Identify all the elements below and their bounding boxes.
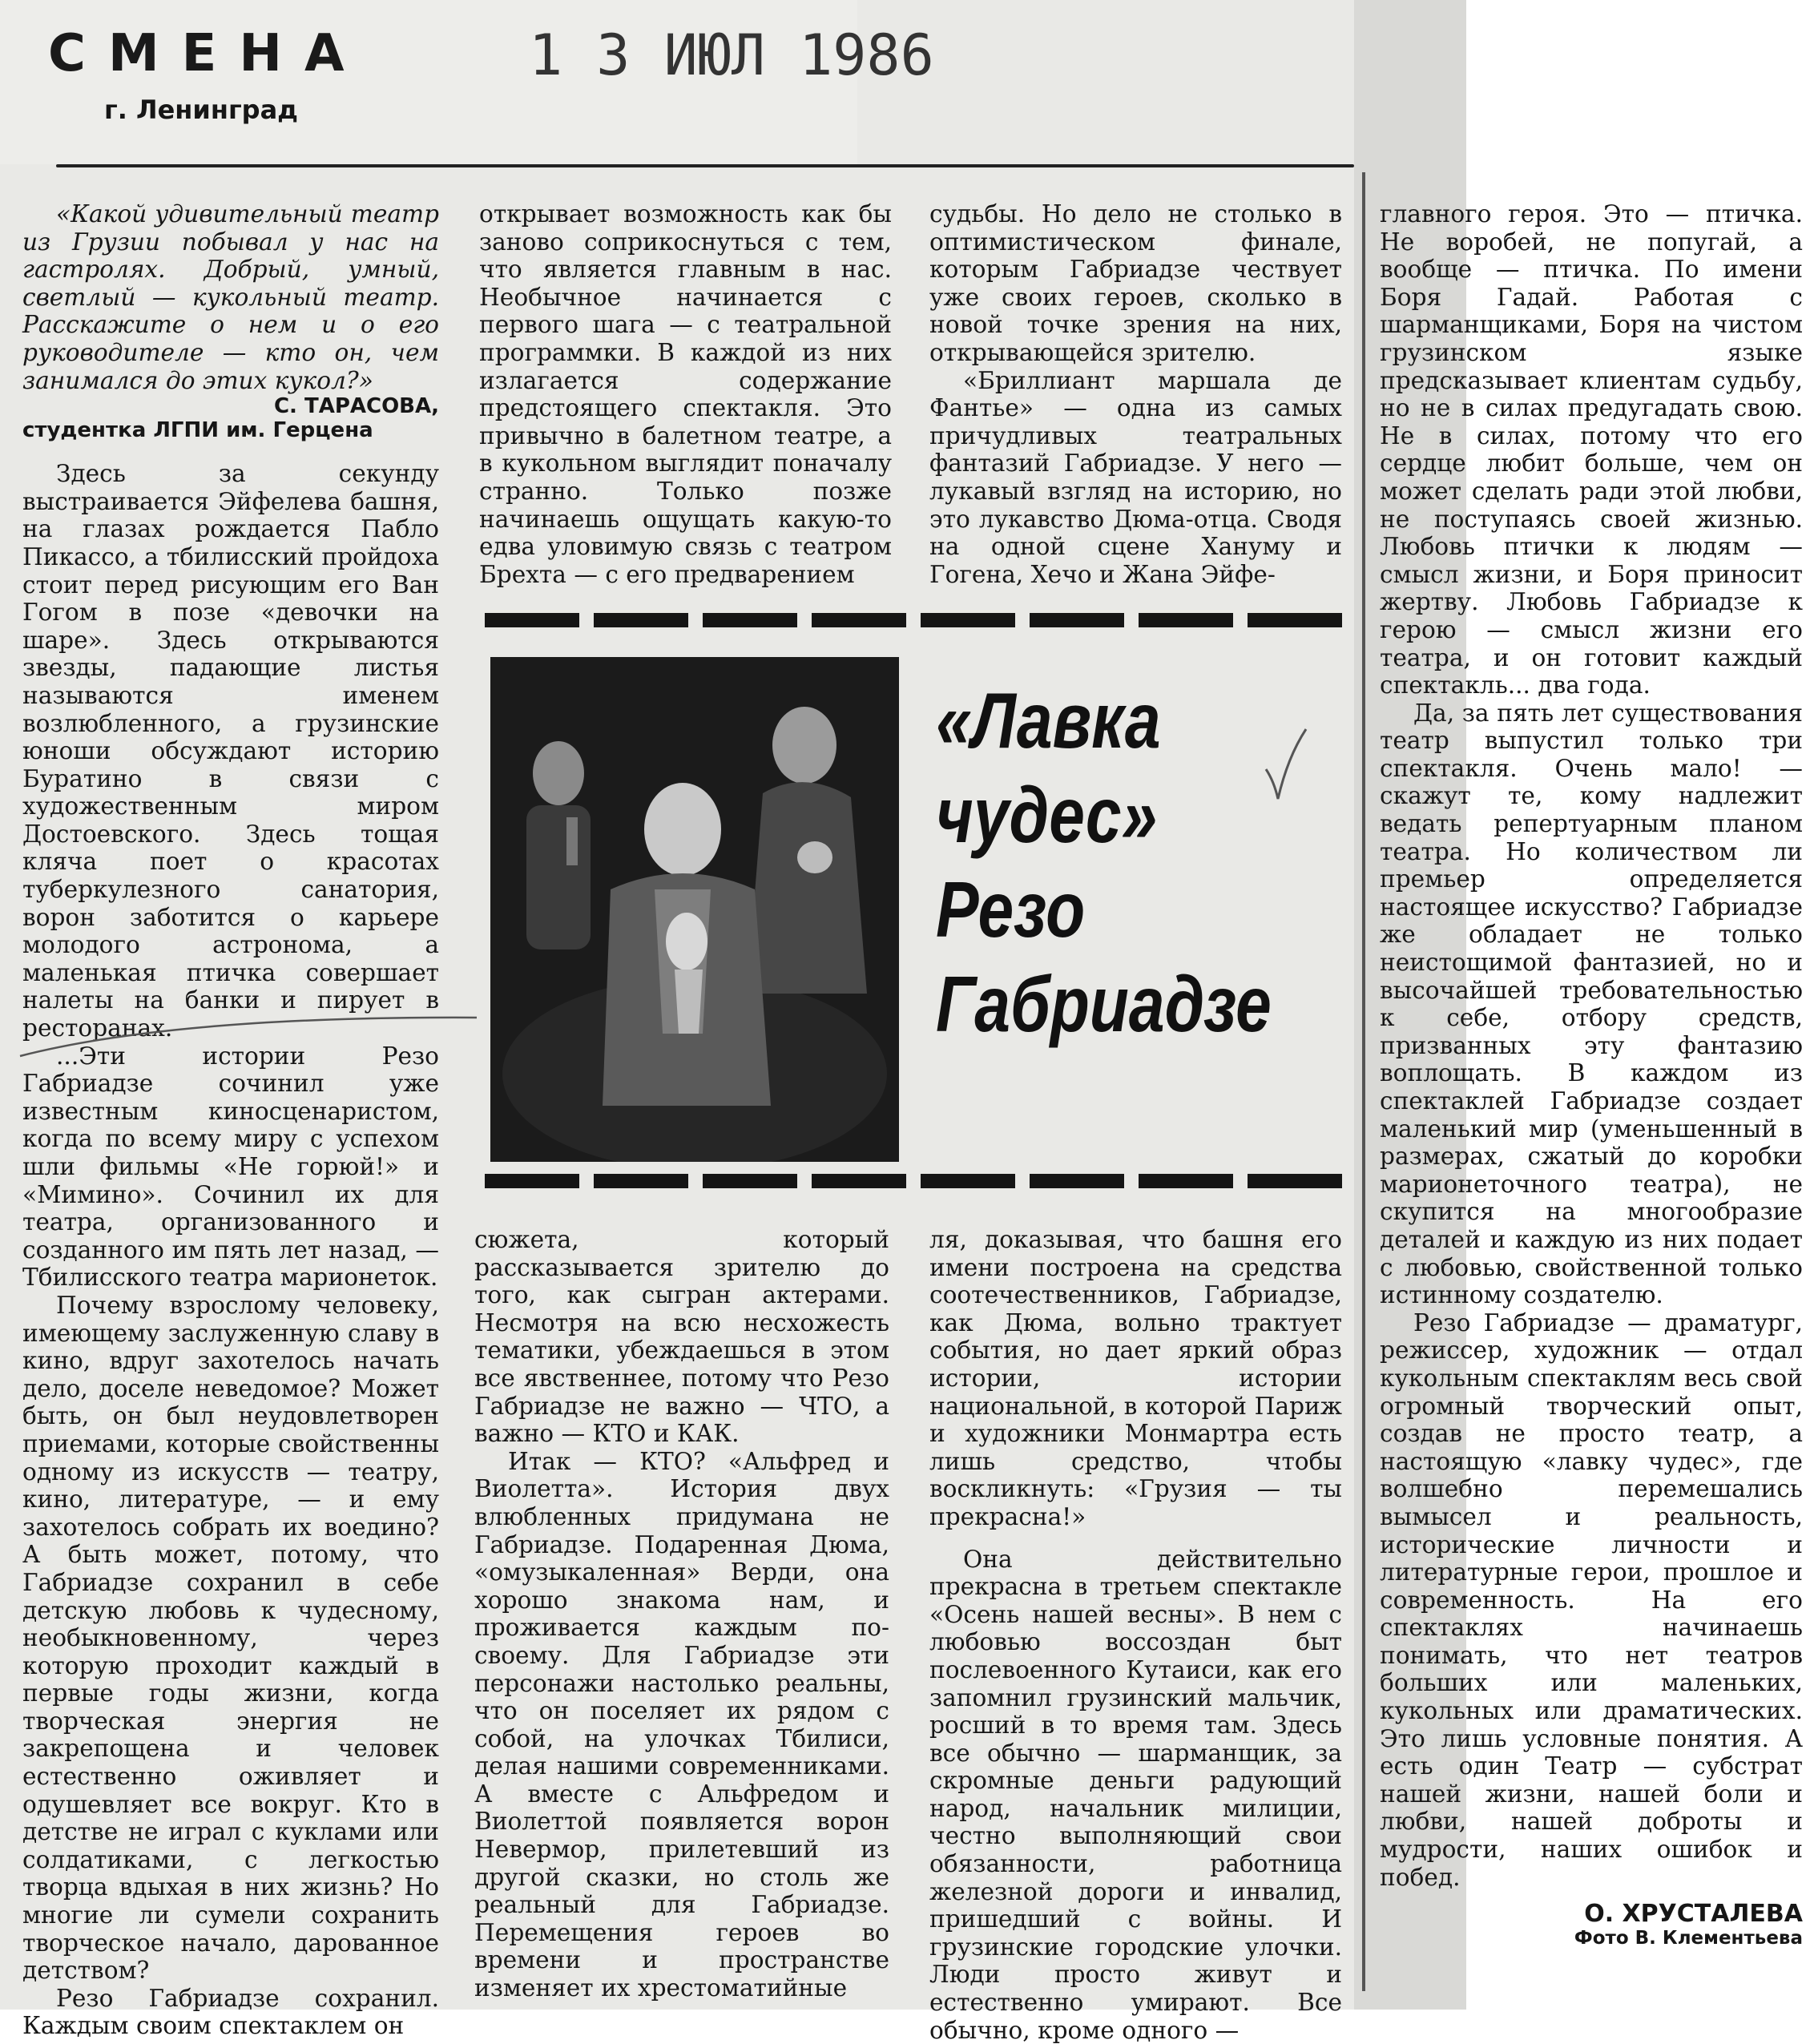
paragraph: Она действительно прекрасна в третьем спектакле «Осень нашей весны». В нем с любовью воссоздан быт послевоенного Кутаиси, как его запомнил грузинский мальчик, росший в то время там. Здесь все обычно — шарманщик, за скромные деньги радующий народ, начальник милиции, честно выполняющий свои обязанности, работница железной дороги и инвалид, пришедший с войны. И грузинские городские улочки. Люди просто живут и естественно умирают. Все обычно, кроме одного — (929, 1545, 1342, 2044)
masthead-city: г. Ленинград (104, 95, 298, 125)
article-headline (936, 673, 1272, 1051)
top-rule (56, 164, 1354, 167)
headline-line: Габриадзе (936, 960, 1272, 1048)
paragraph: Здесь за секунду выстраивается Эйфелева башня, на глазах рождается Пабло Пикассо, а тбилисский пройдоха стоит перед рисующим его Ван Гогом в позе «девочки на шаре». Здесь открываются звезды, падающие листья называются именем возлюбленного, а грузинские юноши обсуждают историю Буратино в связи с художественным миром Достоевского. Здесь тощая кляча поет о красотах туберкулезного санатория, ворон заботится о карьере молодого астронома, а маленькая птичка совершает налеты на банки и пирует в ресторанах. (22, 460, 439, 1042)
column-2-bottom (474, 1226, 889, 2002)
paragraph: главного героя. Это — птичка. Не воробей, не попугай, а вообще — птичка. По имени Боря Гадай. Работая с шарманщиками, Боря на чистом грузинском языке предсказывает клиентам судьбу, но не в силах предугадать свою. Не в силах, потому что его сердце любит больше, чем он может сделать ради этой любви, не поступаясь своей жизнью. Любовь птички к людям — смысл жизни, и Боря приносит жертву. Любовь Габриадзе к герою — смысл жизни его театра, и он готовит каждый спектакль... два года. (1380, 200, 1803, 699)
column-3-top (929, 200, 1342, 588)
paragraph: Резо Габриадзе сохранил. Каждым своим спектаклем он (22, 1984, 439, 2040)
photo-credit: Фото В. Клементьева (1574, 1928, 1803, 1949)
paragraph: сюжета, который рассказывается зрителю до того, как сыгран актерами. Несмотря на всю несхожесть тематики, убеждаешься в этом все явственнее, потому что Резо Габриадзе не важно — ЧТО, а важно — КТО и КАК. (474, 1226, 889, 1448)
column-3-bottom (929, 1226, 1342, 2044)
paragraph: ля, доказывая, что башня его имени построена на средства соотечественников, Габриадзе, как Дюма, вольно трактует события, но дает яркий образ истории, истории национальной, в которой Париж и художники Монмартра есть лишь средство, чтобы воскликнуть: «Грузия — ты прекрасна!» (929, 1226, 1342, 1530)
column-2-top (479, 200, 892, 588)
column-rule (1362, 172, 1365, 1991)
headline-line: чудес» (936, 771, 1158, 859)
paragraph: «Бриллиант маршала де Фантье» — одна из самых причудливых театральных фантазий Габриадзе. У него — лукавый взгляд на историю, но это лукавство Дюма-отца. Сводя на одной сцене Хануму и Гогена, Хечо и Жана Эйфе- (929, 366, 1342, 588)
pencil-check-mark (1262, 725, 1310, 805)
photo-figures (490, 657, 899, 1162)
pencil-underline (16, 1008, 481, 1064)
column-4 (1380, 200, 1803, 1950)
theatre-photo (490, 657, 899, 1162)
paragraph: открывает возможность как бы заново соприкоснуться с тем, что является главным в нас. Необычное начинается с первого шага — с театральной программки. В каждой из них излагается содержание предстоящего спектакля. Это привычно в балетном театре, а в кукольном выглядит поначалу странно. Только позже начинаешь ощущать какую-то едва уловимую связь с театром Брехта — с его предварением (479, 200, 892, 588)
headline-line: «Лавка (936, 676, 1161, 764)
paragraph: судьбы. Но дело не столько в оптимистическом финале, которым Габриадзе чествует уже своих героев, сколько в новой точке зрения на них, открывающейся зрителю. (929, 200, 1342, 366)
paragraph: Итак — КТО? «Альфред и Виолетта». История двух влюбленных придумана не Габриадзе. Подаренная Дюма, «омузыкаленная» Верди, она хорошо знакома нам, и проживается каждым по-своему. Для Габриадзе эти персонажи настолько реальны, что он поселяет их рядом с собой, на улочках Тбилиси, делая нашими современниками. А вместе с Альфредом и Виолеттой появляется ворон Невермор, прилетевший из другой сказки, но столь же реальный для Габриадзе. Перемещения героев во времени и пространстве изменяет их хрестоматийные (474, 1447, 889, 2002)
paragraph: ...Эти истории Резо Габриадзе сочинил уже известным киносценаристом, когда по всему миру с успехом шли фильмы «Не горюй!» и «Мимино». Сочинил их для театра, организованного и созданного им пять лет назад, — Тбилисского театра марионеток. (22, 1042, 439, 1292)
reader-letter: «Какой удивительный театр из Грузии побывал у нас на гастролях. Добрый, умный, светлый — кукольный театр. Расскажите о нем и о его руководителе — кто он, чем занимался до этих кукол?» (22, 200, 439, 394)
paragraph: Да, за пять лет существования театр выпустил только три спектакля. Очень мало! — скажут те, кому надлежит ведать репертуарным планом театра. Но количеством ли премьер определяется настоящее искусство? Габриадзе же обладает не только неистощимой фантазией, но и высочайшей требовательностью к себе, отбору средств, призванных эту фантазию воплощать. В каждом из спектаклей Габриадзе создает маленький мир (уменьшенный в размерах, сжатый до коробки марионеточного театра), не скупится на многообразие деталей и каждую из них подает с любовью, свойственной только истинному создателю. (1380, 699, 1803, 1309)
dashed-rule-top (485, 613, 1342, 627)
headline-line: Резо (936, 865, 1086, 953)
paragraph: Почему взрослому человеку, имеющему заслуженную славу в кино, вдруг захотелось начать дело, доселе неведомое? Может быть, он был неудовлетворен приемами, которые свойственны одному из искусств — театру, кино, литературе, — и ему захотелось собрать их воедино? А быть может, потому, что Габриадзе сохранил в себе детскую любовь к чудесному, необыкновенному, через которую проходит каждый в первые годы жизни, когда творческая энергия не закрепощена и человек естественно оживляет и одушевляет все вокруг. Кто в детстве не играл с куклами или солдатиками, с легкостью творца вдыхая в них жизнь? Но многие ли сумели сохранить творческое начало, дарованное детством? (22, 1291, 439, 1985)
paragraph: Резо Габриадзе — драматург, режиссер, художник — отдал кукольным спектаклям весь свой огромный творческий опыт, создав не просто театр, а настоящую «лавку чудес», где волшебно перемешались вымысел и реальность, исторические личности и литературные герои, прошлое и современность. На его спектаклях начинаешь понимать, что нет театров больших или маленьких, кукольных или драматических. Это лишь условные понятия. А есть один Театр — субстрат нашей жизни, нашей боли и любви, нашей доброты и мудрости, наших ошибок и побед. (1380, 1308, 1803, 1891)
date-stamp: 1 3 ИЮЛ 1986 (529, 22, 934, 88)
letter-author-info: студентка ЛГПИ им. Герцена (22, 418, 373, 443)
column-1 (22, 200, 439, 2040)
letter-author: С. ТАРАСОВА, (273, 394, 439, 419)
article-author: О. ХРУСТАЛЕВА (1584, 1900, 1803, 1929)
dashed-rule-bottom (485, 1174, 1342, 1188)
masthead-title: СМЕНА (48, 24, 367, 83)
